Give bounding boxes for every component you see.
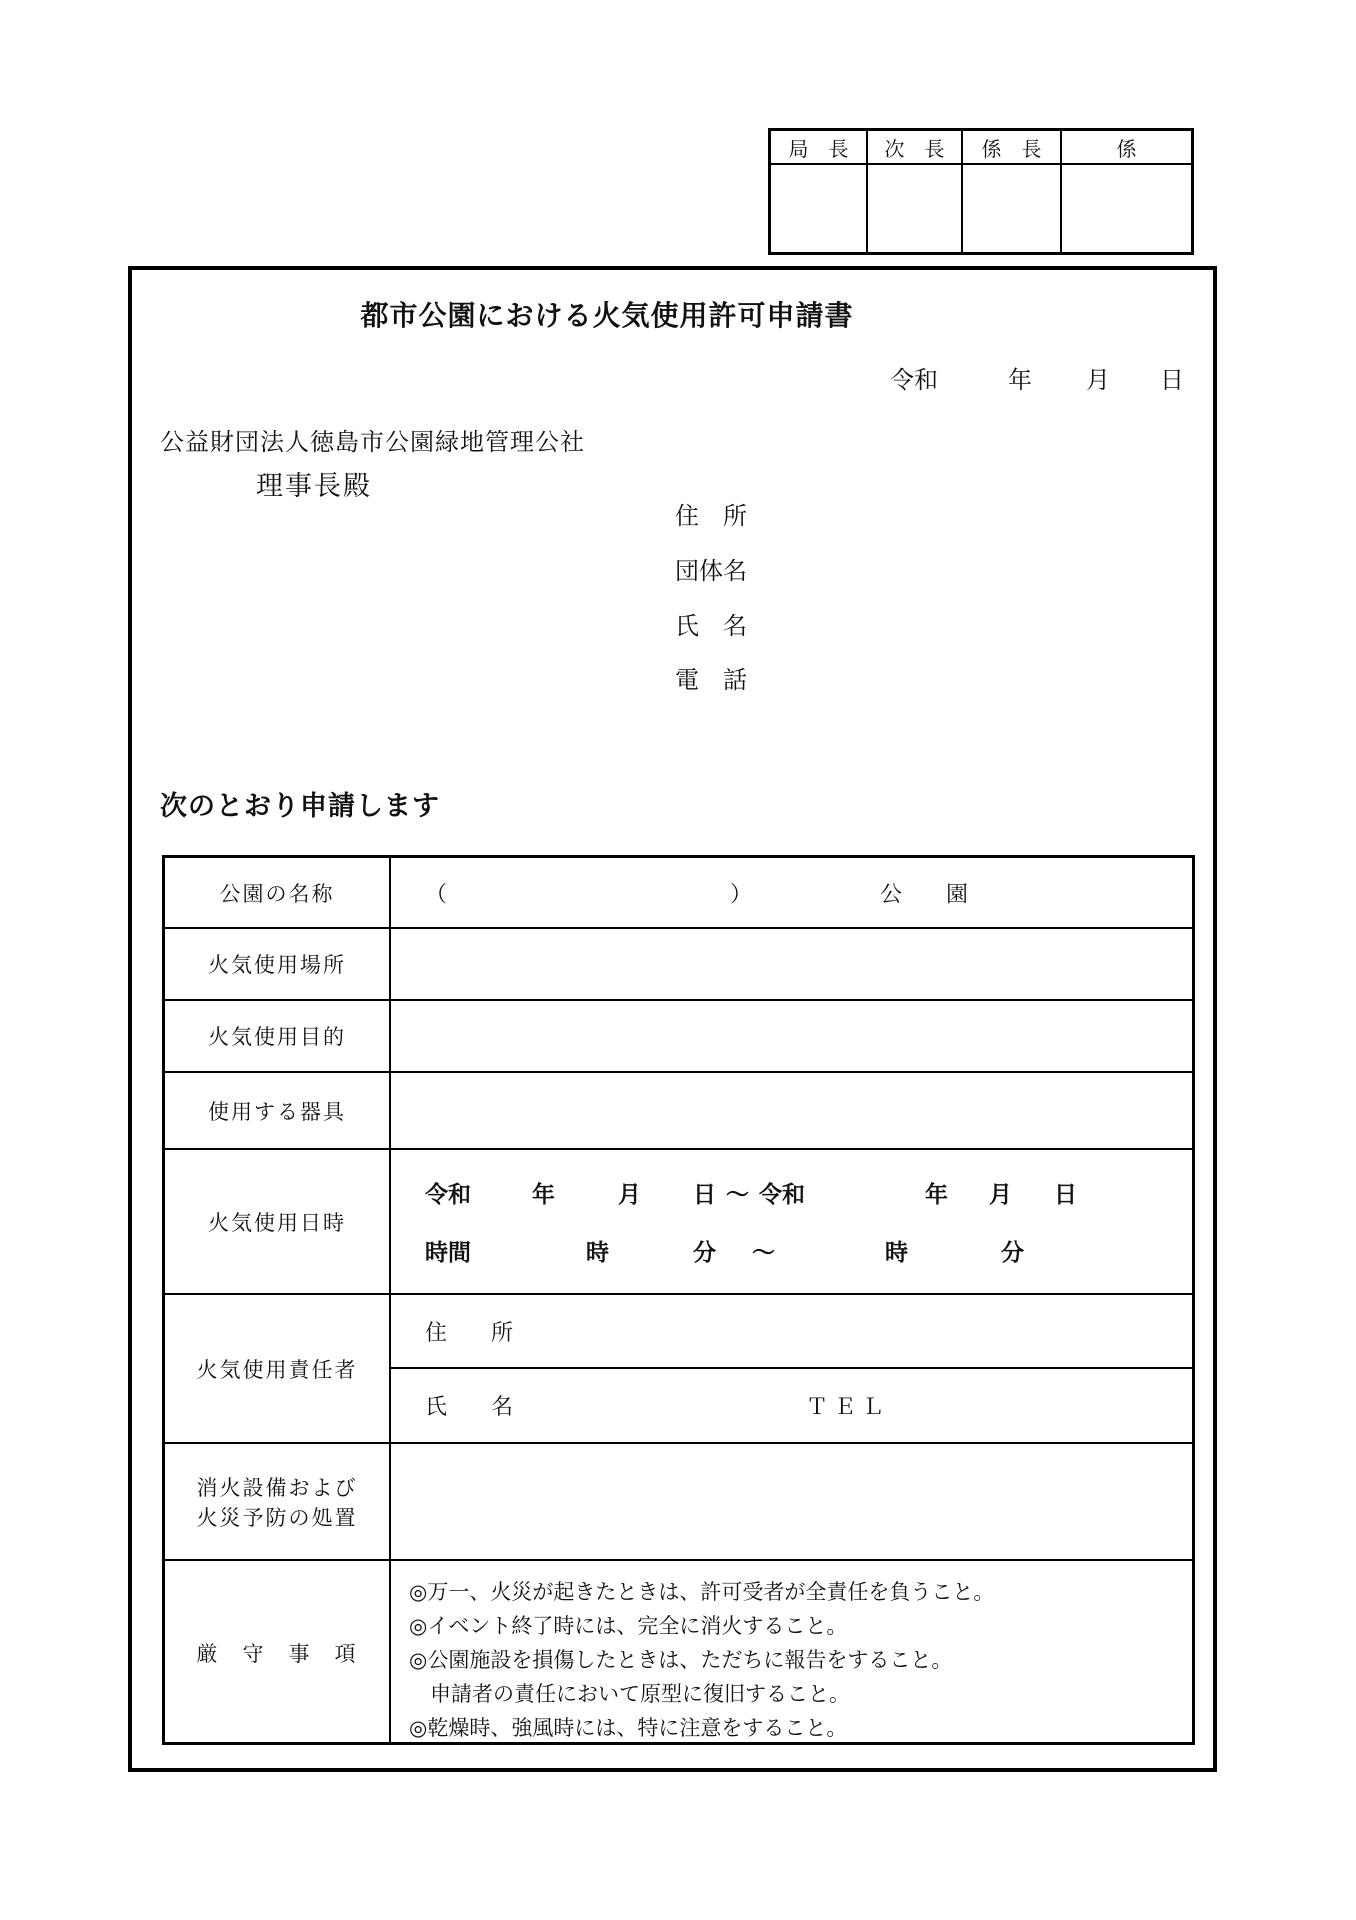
addressee-honorific: 理事長殿 (256, 471, 372, 501)
label-line-1: 消火設備および (196, 1475, 358, 1500)
day-label: 日 (1054, 1180, 1077, 1207)
equipment-cell (391, 1071, 1192, 1148)
month-label: 月 (989, 1180, 1012, 1207)
stamp-box-bureau-chief (771, 165, 868, 252)
year-label: 年 (532, 1180, 555, 1207)
applicant-address-label: 住 所 (675, 504, 747, 530)
responsible-name-cell (391, 1367, 1192, 1442)
label-fire-use-datetime: 火気使用日時 (165, 1148, 391, 1293)
rule-note: ◎イベント終了時には、完全に消火すること。 (409, 1614, 848, 1638)
stamp-header-deputy-chief: 次 長 (868, 131, 963, 165)
month-label: 月 (618, 1180, 641, 1207)
applicant-group-label: 団体名 (675, 559, 747, 585)
fire-use-purpose-cell (391, 999, 1192, 1071)
minute-label: 分 (1001, 1239, 1024, 1266)
stamp-box-clerk (1062, 165, 1191, 252)
paren-open: （ (425, 881, 448, 906)
paren-close: ） (730, 881, 753, 906)
responsible-name-label: 氏 名 (425, 1394, 514, 1419)
era-label: 令和 (425, 1180, 471, 1207)
day-label: 日 (1160, 368, 1184, 394)
minute-label: 分 (693, 1239, 716, 1266)
strict-rules-cell (391, 1559, 1192, 1745)
tel-label: ＴＥＬ (806, 1394, 891, 1419)
park-name-cell (391, 858, 1192, 927)
stamp-header-bureau-chief: 局 長 (771, 131, 868, 165)
tilde-separator: ～ (726, 1180, 749, 1207)
addressee-organization: 公益財団法人徳島市公園緑地管理公社 (160, 430, 585, 456)
applicant-phone-label: 電 話 (675, 668, 747, 694)
responsible-address-label: 住 所 (425, 1319, 514, 1345)
stamp-box-section-chief (963, 165, 1062, 252)
month-label: 月 (1086, 368, 1110, 394)
application-table (162, 855, 1195, 1745)
stamp-header-section-chief: 係 長 (963, 131, 1062, 165)
rule-note: ◎乾燥時、強風時には、特に注意をすること。 (409, 1716, 848, 1740)
label-responsible-person: 火気使用責任者 (165, 1293, 391, 1442)
document-frame (128, 266, 1217, 1772)
responsible-address-cell (391, 1293, 1192, 1367)
year-label: 年 (1008, 368, 1032, 394)
label-park-name: 公園の名称 (165, 858, 391, 927)
rule-note: ◎万一、火災が起きたときは、許可受者が全責任を負うこと。 (409, 1580, 995, 1604)
time-label: 時間 (425, 1239, 471, 1266)
label-line-2: 火災予防の処置 (196, 1505, 358, 1530)
applicant-name-label: 氏 名 (675, 614, 747, 640)
fire-use-place-cell (391, 927, 1192, 999)
label-strict-rules: 厳 守 事 項 (165, 1559, 391, 1745)
label-fire-use-place: 火気使用場所 (165, 927, 391, 999)
day-label: 日 (693, 1180, 716, 1207)
label-fire-use-purpose: 火気使用目的 (165, 999, 391, 1071)
extinguishing-equipment-cell (391, 1442, 1192, 1559)
year-label: 年 (925, 1180, 948, 1207)
section-heading: 次のとおり申請します (160, 791, 440, 821)
era-label: 令和 (759, 1180, 805, 1207)
era-label: 令和 (890, 368, 938, 394)
label-equipment: 使用する器具 (165, 1071, 391, 1148)
datetime-time-line (425, 1234, 1192, 1267)
page-title: 都市公園における火気使用許可申請書 (360, 301, 854, 332)
tilde-separator: ～ (752, 1239, 775, 1266)
datetime-date-line (425, 1176, 1192, 1209)
rule-note: 申請者の責任において原型に復旧すること。 (409, 1682, 850, 1706)
approval-stamp-table (768, 128, 1194, 255)
rule-note: ◎公園施設を損傷したときは、ただちに報告をすること。 (409, 1648, 953, 1672)
park-suffix: 公 園 (880, 881, 969, 906)
stamp-header-clerk: 係 (1062, 131, 1191, 165)
hour-label: 時 (586, 1239, 609, 1266)
hour-label: 時 (885, 1239, 908, 1266)
stamp-box-deputy-chief (868, 165, 963, 252)
fire-use-datetime-cell (391, 1148, 1192, 1293)
application-date-line (890, 360, 1184, 395)
label-extinguishing-equipment (165, 1442, 391, 1559)
